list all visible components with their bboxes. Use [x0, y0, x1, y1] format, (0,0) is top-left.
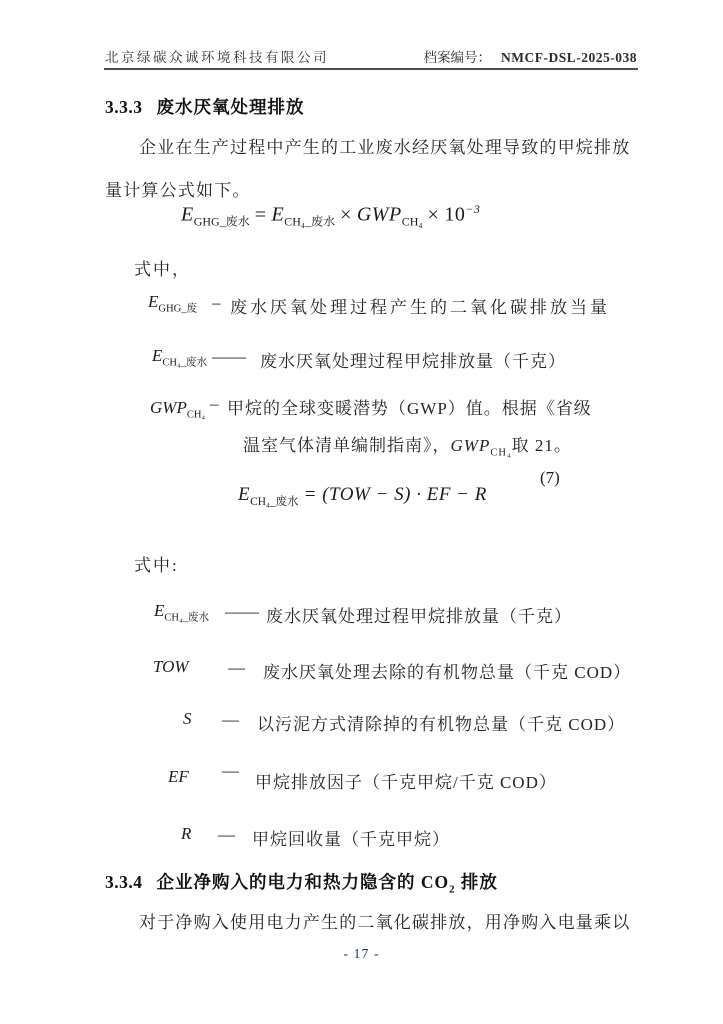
- def-dash: ——: [212, 347, 246, 366]
- symbol-base: S: [183, 709, 192, 728]
- def-symbol: [153, 657, 189, 679]
- def-description: 废水厌氧处理过程产生的二氧化碳排放当量: [230, 298, 610, 317]
- def-dash: –: [210, 394, 219, 413]
- paragraph-line: 量计算公式如下。: [105, 181, 251, 200]
- paragraph-334: [105, 901, 639, 944]
- formula-term: GWP: [356, 203, 402, 226]
- formula-term: E: [271, 203, 285, 226]
- formula-term: 10: [444, 203, 466, 226]
- symbol-base: TOW: [153, 657, 189, 676]
- symbol-sub: CH₄_废水: [164, 612, 210, 624]
- symbol-base: GWP: [150, 398, 187, 417]
- def-dash: –: [212, 293, 221, 312]
- formula-subscript: GHG_废水: [193, 214, 250, 229]
- section-heading-333: [105, 94, 305, 119]
- symbol-base: R: [181, 824, 192, 843]
- formula-body: = (TOW − S) · EF − R: [303, 484, 487, 505]
- symbol-sub: CH₄: [490, 447, 512, 459]
- formula-ch4-wastewater: [238, 484, 487, 509]
- symbol-base: E: [148, 292, 159, 311]
- section-title: [156, 872, 498, 896]
- header-divider: [104, 68, 638, 70]
- times-sign: ×: [340, 203, 352, 226]
- symbol-base: GWP: [450, 436, 491, 455]
- symbol-base: EF: [168, 767, 189, 786]
- section-heading-334: [105, 869, 498, 896]
- def-dash: —: [228, 658, 245, 677]
- formula-subscript: CH₄_废水: [284, 214, 336, 229]
- title-text: 企业净购入的电力和热力隐含的 CO: [156, 872, 450, 892]
- symbol-sub: GHG_废: [158, 303, 198, 315]
- def-description: 甲烷回收量（千克甲烷）: [252, 830, 450, 849]
- def-dash: —: [222, 761, 239, 780]
- symbol-sub: CH₄_废水: [162, 357, 208, 369]
- company-name: 北京绿碳众诚环境科技有限公司: [105, 50, 329, 65]
- def-symbol: [168, 767, 189, 789]
- where-label-1: 式中，: [134, 260, 191, 279]
- desc-text: 温室气体清单编制指南》，: [243, 436, 451, 455]
- title-subscript: 2: [449, 883, 456, 896]
- archive-label: 档案编号：: [423, 50, 491, 65]
- def-description: 甲烷排放因子（千克甲烷/千克 COD）: [255, 773, 557, 792]
- def-symbol: [152, 346, 207, 369]
- def-description: 甲烷的全球变暖潜势（GWP）值。根据《省级: [227, 399, 592, 418]
- section-title: 废水厌氧处理排放: [156, 97, 305, 117]
- def-description: 废水厌氧处理去除的有机物总量（千克 COD）: [263, 663, 632, 682]
- inline-math: [450, 436, 512, 459]
- def-symbol: [183, 709, 192, 731]
- section-number: 3.3.4: [105, 872, 143, 892]
- symbol-sub: CH₄: [186, 409, 206, 421]
- times-sign: ×: [427, 203, 440, 226]
- section-number: 3.3.3: [105, 97, 143, 117]
- def-description-line2: [243, 431, 572, 458]
- formula-term: E: [238, 484, 251, 505]
- where-label-2: 式中:: [134, 556, 179, 575]
- formula-superscript: −3: [465, 202, 481, 216]
- def-dash: —: [218, 825, 235, 844]
- archive-number: [424, 46, 638, 66]
- def-dash: —: [222, 710, 239, 729]
- def-description: 以污泥方式清除掉的有机物总量（千克 COD）: [257, 715, 626, 734]
- paragraph-333: [105, 126, 639, 212]
- page-header: [105, 46, 637, 66]
- def-description: 废水厌氧处理过程甲烷排放量（千克）: [266, 607, 572, 626]
- def-symbol: [148, 292, 197, 315]
- archive-value: NMCF-DSL-2025-038: [501, 50, 637, 65]
- equation-number: (7): [540, 468, 560, 487]
- formula-term: E: [181, 203, 194, 226]
- equals-sign: =: [254, 203, 267, 226]
- symbol-base: E: [154, 601, 165, 620]
- def-symbol: [150, 398, 205, 420]
- symbol-base: E: [152, 346, 163, 365]
- formula-subscript: CH₄: [401, 214, 423, 229]
- formula-ghg-wastewater: [181, 202, 480, 230]
- title-text: 排放: [455, 872, 498, 892]
- paragraph-line: 企业在生产过程中产生的工业废水经厌氧处理导致的甲烷排放: [139, 138, 631, 157]
- def-dash: ——: [225, 602, 259, 621]
- desc-text: 取 21。: [511, 436, 572, 455]
- def-symbol: [181, 824, 191, 846]
- page-number: - 17 -: [343, 947, 380, 962]
- def-description: 废水厌氧处理过程甲烷排放量（千克）: [260, 352, 566, 371]
- paragraph-line: 对于净购入使用电力产生的二氧化碳排放，用净购入电量乘以: [139, 913, 631, 932]
- formula-subscript: CH₄_废水: [250, 495, 299, 508]
- def-symbol: [154, 601, 209, 624]
